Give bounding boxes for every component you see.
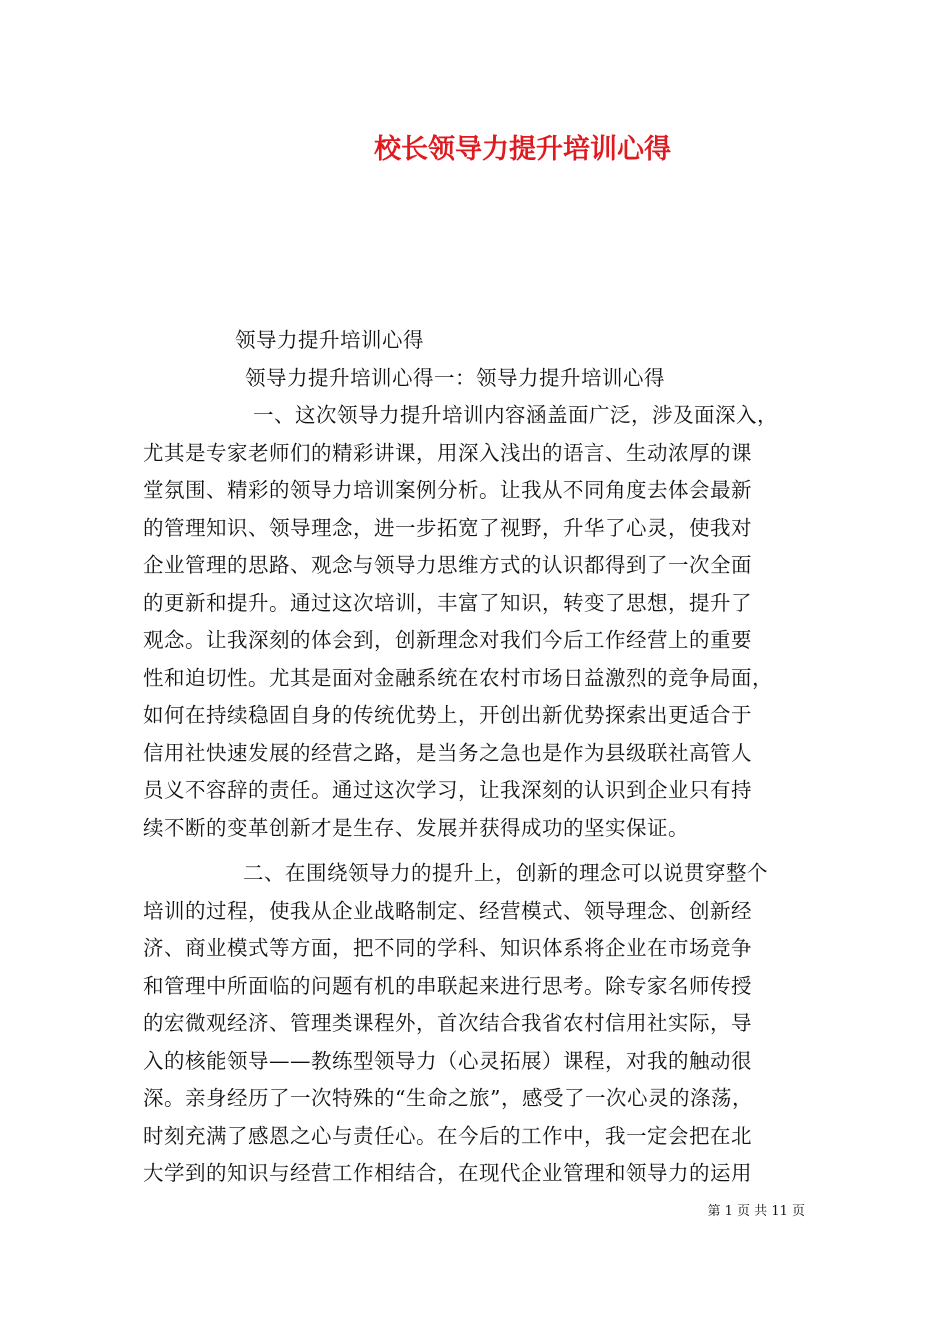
paragraph-line: 二、在围绕领导力的提升上，创新的理念可以说贯穿整个 bbox=[243, 861, 768, 885]
paragraph-2 bbox=[143, 855, 815, 1193]
paragraph-line: 培训的过程，使我从企业战略制定、经营模式、领导理念、创新经 bbox=[143, 898, 752, 923]
paragraph-line: 如何在持续稳固自身的传统优势上，开创出新优势探索出更适合于 bbox=[143, 703, 752, 727]
paragraph-line: 时刻充满了感恩之心与责任心。在今后的工作中，我一定会把在北 bbox=[143, 1123, 752, 1148]
paragraph-line: 的宏微观经济、管理类课程外，首次结合我省农村信用社实际，导 bbox=[143, 1011, 752, 1035]
paragraph-line: 的更新和提升。通过这次培训，丰富了知识，转变了思想，提升了 bbox=[143, 590, 752, 615]
subtitle-line: 领导力提升培训心得 bbox=[235, 328, 424, 352]
paragraph-line: 大学到的知识与经营工作相结合，在现代企业管理和领导力的运用 bbox=[143, 1161, 752, 1185]
paragraph-line: 企业管理的思路、观念与领导力思维方式的认识都得到了一次全面 bbox=[143, 553, 752, 577]
paragraph-line: 尤其是专家老师们的精彩讲课，用深入浅出的语言、生动浓厚的课 bbox=[143, 440, 752, 465]
paragraph-line: 入的核能领导——教练型领导力（心灵拓展）课程，对我的触动很 bbox=[143, 1048, 752, 1073]
page-number-footer: 第 1 页 共 11 页 bbox=[707, 1204, 805, 1219]
paragraph-line: 续不断的变革创新才是生存、发展并获得成功的坚实保证。 bbox=[143, 815, 689, 840]
paragraph-line: 深。亲身经历了一次特殊的“生命之旅”，感受了一次心灵的涤荡， bbox=[143, 1086, 753, 1110]
paragraph-line: 堂氛围、精彩的领导力培训案例分析。让我从不同角度去体会最新 bbox=[143, 478, 752, 502]
paragraph-line: 观念。让我深刻的体会到，创新理念对我们今后工作经营上的重要 bbox=[143, 628, 752, 652]
paragraph-line: 员义不容辞的责任。通过这次学习，让我深刻的认识到企业只有持 bbox=[143, 778, 752, 802]
paragraph-line: 和管理中所面临的问题有机的串联起来进行思考。除专家名师传授 bbox=[143, 973, 752, 998]
document-body bbox=[143, 322, 815, 1193]
paragraph-line: 一、这次领导力提升培训内容涵盖面广泛，涉及面深入， bbox=[253, 403, 778, 427]
paragraph-line: 的管理知识、领导理念，进一步拓宽了视野，升华了心灵，使我对 bbox=[143, 515, 752, 540]
paragraph-gap bbox=[143, 847, 815, 855]
paragraph-line: 性和迫切性。尤其是面对金融系统在农村市场日益激烈的竞争局面， bbox=[143, 665, 773, 690]
paragraph-line: 济、商业模式等方面，把不同的学科、知识体系将企业在市场竞争 bbox=[143, 936, 752, 960]
subtitle-line: 领导力提升培训心得一：领导力提升培训心得 bbox=[245, 365, 665, 390]
paragraph-line: 信用社快速发展的经营之路，是当务之急也是作为县级联社高管人 bbox=[143, 740, 752, 765]
paragraph-1 bbox=[143, 397, 815, 847]
document-title: 校长领导力提升培训心得 bbox=[374, 134, 671, 165]
